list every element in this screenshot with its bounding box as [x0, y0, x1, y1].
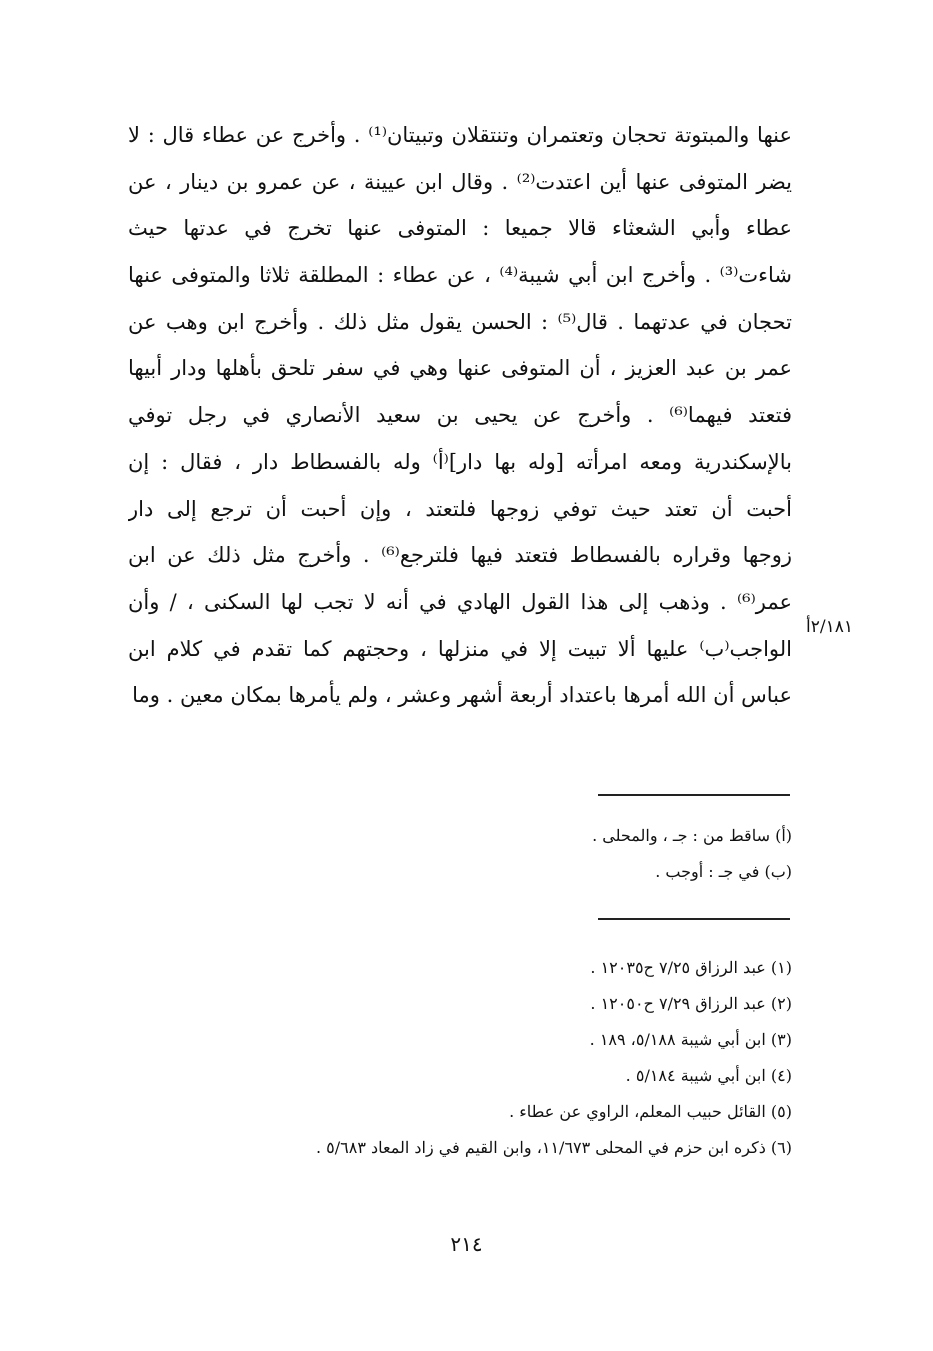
page-number: ٢١٤ — [450, 1232, 483, 1256]
body-line: عنها والمبتوتة تحجان وتعتمران وتنتقلان وتبيتان⁽¹⁾ . وأخرج عن عطاء قال : لا — [128, 123, 792, 147]
body-line: أحبت أن تعتد حيث توفي زوجها فلتعتد ، وإن أحبت أن ترجع إلى دار — [128, 496, 792, 521]
source-note: (٥) القائل حبيب المعلم، الراوي عن عطاء . — [509, 1102, 792, 1121]
body-line: الواجب⁽ب⁾ عليها ألا تبيت إلا في منزلها ، وحجتهم كما تقدم في كلام ابن — [128, 636, 792, 661]
body-line: بالإسكندرية ومعه امرأته [وله بها دار]⁽أ⁾ وله بالفسطاط دار ، فقال : إن — [128, 449, 792, 474]
source-note: (٣) ابن أبي شيبة ٥/١٨٨، ١٨٩ . — [589, 1030, 792, 1049]
footnote-divider — [598, 918, 790, 920]
manuscript-folio-marker: ٢/١٨١أ — [806, 617, 853, 637]
variant-notes — [200, 818, 792, 890]
body-line: عطاء وأبي الشعثاء قالا جميعا : المتوفى عنها تخرج في عدتها حيث — [128, 216, 792, 241]
body-line: شاءت⁽³⁾ . وأخرج ابن أبي شيبة⁽⁴⁾ ، عن عطاء : المطلقة ثلاثا والمتوفى عنها — [128, 263, 792, 288]
source-note: (١) عبد الرزاق ٧/٢٥ ح١٢٠٣٥ . — [590, 958, 792, 977]
body-line: فتعتد فيهما⁽⁶⁾ . وأخرج عن يحيى بن سعيد الأنصاري في رجل توفي — [128, 403, 792, 428]
variant-note: (ب) في جـ : أوجب . — [655, 862, 792, 881]
body-line: عمر بن عبد العزيز ، أن المتوفى عنها وهي في سفر تلحق بأهلها ودار أبيها — [128, 356, 792, 381]
source-note: (٤) ابن أبي شيبة ٥/١٨٤ . — [625, 1066, 792, 1085]
source-notes — [200, 950, 792, 1166]
source-note: (٢) عبد الرزاق ٧/٢٩ ح١٢٠٥٠ . — [590, 994, 792, 1013]
source-note: (٦) ذكره ابن حزم في المحلى ١١/٦٧٣، وابن القيم في زاد المعاد ٥/٦٨٣ . — [315, 1138, 792, 1157]
body-line: زوجها وقراره بالفسطاط فتعتد فيها فلترجع⁽⁶⁾ . وأخرج مثل ذلك عن ابن — [128, 543, 792, 568]
footnote-divider — [598, 794, 790, 796]
variant-note: (أ) ساقط من : جـ ، والمحلى . — [592, 826, 792, 845]
body-line: عمر⁽⁶⁾ . وذهب إلى هذا القول الهادي في أنه لا تجب لها السكنى ، / وأن — [128, 589, 792, 614]
body-line: عباس أن الله أمرها باعتداد أربعة أشهر وعشر ، ولم يأمرها بمكان معين . وما — [132, 683, 792, 708]
body-line: تحجان في عدتهما . قال⁽⁵⁾ : الحسن يقول مثل ذلك . وأخرج ابن وهب عن — [128, 309, 792, 334]
main-text-block — [128, 112, 792, 719]
body-line: يضر المتوفى عنها أين اعتدت⁽²⁾ . وقال ابن عيينة ، عن عمرو بن دينار ، عن — [128, 169, 792, 194]
